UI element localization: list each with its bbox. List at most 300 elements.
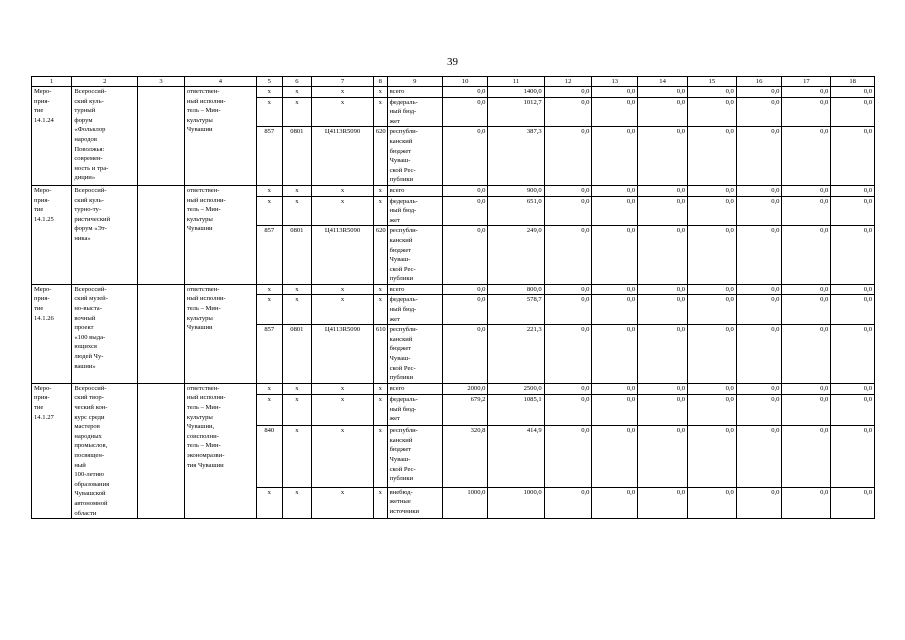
funding-value-year-16: 0,0 — [736, 196, 782, 226]
target-article-code: x — [312, 394, 374, 425]
measure-name-cell — [72, 185, 138, 284]
section-code: x — [282, 97, 312, 127]
grbs-code: 840 — [257, 426, 282, 488]
grbs-code: x — [257, 284, 282, 295]
funding-value-year-18: 0,0 — [831, 426, 875, 488]
funding-source-line: республи- — [389, 227, 418, 235]
measure-name-line: курс среди — [74, 413, 105, 421]
funding-source-cell — [387, 87, 442, 98]
funding-value-year-17: 0,0 — [782, 325, 831, 384]
measure-name-line: автономной — [74, 499, 108, 507]
funding-value-year-13: 0,0 — [592, 97, 638, 127]
measure-code-cell — [32, 87, 72, 186]
funding-value-year-14: 0,0 — [638, 97, 688, 127]
funding-value-year-10: 0,0 — [442, 97, 488, 127]
executor-line: тель – Мин- — [186, 305, 221, 313]
funding-value-year-13: 0,0 — [592, 325, 638, 384]
funding-value-year-18: 0,0 — [831, 127, 875, 186]
executor-cell — [184, 185, 256, 284]
section-code: x — [282, 394, 312, 425]
funding-value-year-16: 0,0 — [736, 325, 782, 384]
measure-code-cell — [32, 284, 72, 383]
funding-value-year-15: 0,0 — [688, 284, 737, 295]
grbs-code: x — [257, 196, 282, 226]
target-article-code: x — [312, 426, 374, 488]
column-number-4: 4 — [184, 77, 256, 87]
measure-code-line: тие — [34, 404, 44, 411]
measure-name-line: но-выста- — [74, 305, 102, 313]
funding-value-year-12: 0,0 — [544, 87, 592, 98]
funding-value-year-10: 1000,0 — [442, 487, 488, 518]
funding-value-year-12: 0,0 — [544, 284, 592, 295]
funding-value-year-10: 0,0 — [442, 295, 488, 325]
funding-value-year-12: 0,0 — [544, 426, 592, 488]
funding-value-year-18: 0,0 — [831, 487, 875, 518]
column-number-10: 10 — [442, 77, 488, 87]
executor-line: тия Чувашии — [186, 461, 224, 469]
funding-value-year-13: 0,0 — [592, 226, 638, 285]
funding-value-year-18: 0,0 — [831, 284, 875, 295]
funding-value-year-10: 2000,0 — [442, 383, 488, 394]
executor-line: ответствен- — [186, 384, 220, 392]
funding-value-year-17: 0,0 — [782, 185, 831, 196]
grbs-code: x — [257, 394, 282, 425]
funding-source-line: канский — [389, 236, 413, 244]
measure-code-line: тие — [34, 305, 44, 313]
funding-value-year-16: 0,0 — [736, 127, 782, 186]
funding-value-year-10: 0,0 — [442, 185, 488, 196]
section-code: x — [282, 383, 312, 394]
funding-value-year-17: 0,0 — [782, 383, 831, 394]
funding-source-line: всего — [389, 285, 405, 293]
funding-value-year-16: 0,0 — [736, 87, 782, 98]
executor-line: Чувашии — [186, 324, 213, 332]
funding-value-year-16: 0,0 — [736, 487, 782, 518]
funding-source-cell — [387, 196, 442, 226]
funding-value-year-10: 0,0 — [442, 87, 488, 98]
section-code: 0801 — [282, 127, 312, 186]
column-number-15: 15 — [688, 77, 737, 87]
measure-name-line: «Фольклор — [74, 126, 106, 134]
funding-source-line: ный бюд- — [389, 306, 417, 314]
funding-source-line: всего — [389, 186, 405, 194]
funding-value-year-13: 0,0 — [592, 185, 638, 196]
expense-type-code: x — [373, 295, 387, 325]
empty-column-3-cell — [138, 284, 185, 383]
expense-type-code: x — [373, 97, 387, 127]
section-code: x — [282, 185, 312, 196]
funding-source-cell — [387, 127, 442, 186]
funding-value-year-14: 0,0 — [638, 127, 688, 186]
funding-value-year-13: 0,0 — [592, 394, 638, 425]
funding-source-line: федераль- — [389, 395, 418, 403]
funding-value-year-18: 0,0 — [831, 226, 875, 285]
funding-value-year-16: 0,0 — [736, 394, 782, 425]
funding-value-year-15: 0,0 — [688, 127, 737, 186]
executor-cell — [184, 383, 256, 518]
funding-value-year-11: 651,0 — [488, 196, 544, 226]
funding-source-line: публики — [389, 176, 414, 184]
funding-value-year-18: 0,0 — [831, 394, 875, 425]
funding-value-year-14: 0,0 — [638, 383, 688, 394]
funding-source-cell — [387, 295, 442, 325]
funding-value-year-17: 0,0 — [782, 487, 831, 518]
executor-line: ный исполни- — [186, 394, 226, 402]
funding-source-line: всего — [389, 88, 405, 95]
executor-line: культуры — [186, 116, 213, 124]
measure-name-line: форум — [74, 116, 93, 124]
funding-source-line: федераль- — [389, 197, 418, 205]
executor-line: культуры — [186, 314, 213, 322]
funding-source-line: республи- — [389, 128, 418, 136]
column-number-18: 18 — [831, 77, 875, 87]
funding-source-cell — [387, 426, 442, 488]
measure-name-line: образования — [74, 480, 110, 488]
funding-source-line: внебюд- — [389, 488, 413, 496]
target-article-code: x — [312, 284, 374, 295]
funding-source-line: ской Рес- — [389, 465, 416, 473]
section-code: x — [282, 284, 312, 295]
funding-value-year-12: 0,0 — [544, 127, 592, 186]
funding-value-year-10: 0,0 — [442, 226, 488, 285]
measure-name-line: ность и тра- — [74, 164, 109, 172]
grbs-code: x — [257, 487, 282, 518]
funding-value-year-12: 0,0 — [544, 196, 592, 226]
funding-value-year-10: 0,0 — [442, 325, 488, 384]
funding-value-year-12: 0,0 — [544, 383, 592, 394]
funding-value-year-18: 0,0 — [831, 196, 875, 226]
measure-name-line: Всероссий- — [74, 88, 107, 95]
measure-name-line: ский музей- — [74, 295, 108, 303]
funding-source-line: канский — [389, 335, 413, 343]
measure-name-line: вашии» — [74, 362, 96, 370]
funding-value-year-12: 0,0 — [544, 97, 592, 127]
column-number-17: 17 — [782, 77, 831, 87]
target-article-code: Ц4113R5090 — [312, 127, 374, 186]
funding-source-line: федераль- — [389, 296, 418, 304]
measure-name-line: проект — [74, 324, 94, 332]
measure-code-line: Меро- — [34, 384, 52, 392]
section-code: x — [282, 87, 312, 98]
target-article-code: x — [312, 196, 374, 226]
funding-value-year-15: 0,0 — [688, 185, 737, 196]
funding-value-year-15: 0,0 — [688, 487, 737, 518]
funding-value-year-17: 0,0 — [782, 87, 831, 98]
funding-value-year-13: 0,0 — [592, 284, 638, 295]
funding-source-line: публики — [389, 374, 414, 382]
funding-value-year-12: 0,0 — [544, 226, 592, 285]
column-number-row — [32, 77, 875, 87]
measure-name-line: промыслов, — [74, 442, 108, 450]
funding-value-year-10: 0,0 — [442, 127, 488, 186]
executor-line: тель – Мин- — [186, 404, 221, 411]
measure-code-line: 14.1.27 — [34, 413, 54, 421]
funding-source-cell — [387, 97, 442, 127]
funding-value-year-14: 0,0 — [638, 426, 688, 488]
funding-source-cell — [387, 185, 442, 196]
expense-type-code: 610 — [373, 325, 387, 384]
funding-source-line: Чуваш- — [389, 256, 411, 264]
funding-value-year-16: 0,0 — [736, 226, 782, 285]
funding-source-line: всего — [389, 384, 405, 392]
funding-value-year-13: 0,0 — [592, 87, 638, 98]
funding-value-year-11: 1085,1 — [488, 394, 544, 425]
funding-value-year-13: 0,0 — [592, 295, 638, 325]
funding-value-year-17: 0,0 — [782, 226, 831, 285]
funding-value-year-13: 0,0 — [592, 196, 638, 226]
column-number-7: 7 — [312, 77, 374, 87]
column-number-2: 2 — [72, 77, 138, 87]
expense-type-code: x — [373, 394, 387, 425]
executor-line: соисполни- — [186, 432, 219, 440]
measure-name-line: ческий кон- — [74, 404, 108, 411]
executor-line: ный исполни- — [186, 196, 226, 204]
table-row — [32, 284, 875, 295]
column-number-6: 6 — [282, 77, 312, 87]
measure-code-cell — [32, 383, 72, 518]
funding-value-year-12: 0,0 — [544, 394, 592, 425]
expense-type-code: x — [373, 284, 387, 295]
measure-name-line: Всероссий- — [74, 285, 107, 293]
funding-source-line: ный бюд- — [389, 405, 417, 413]
measure-code-cell — [32, 185, 72, 284]
funding-source-line: ской Рес- — [389, 166, 416, 174]
funding-value-year-18: 0,0 — [831, 87, 875, 98]
expense-type-code: x — [373, 185, 387, 196]
expense-type-code: x — [373, 383, 387, 394]
target-article-code: x — [312, 185, 374, 196]
measure-name-line: мастеров — [74, 423, 100, 431]
funding-value-year-10: 320,8 — [442, 426, 488, 488]
executor-line: тель – Мин- — [186, 107, 221, 115]
table-row — [32, 87, 875, 98]
grbs-code: x — [257, 97, 282, 127]
funding-value-year-11: 900,0 — [488, 185, 544, 196]
measure-name-line: Всероссий- — [74, 186, 107, 194]
measure-name-line: ристический — [74, 215, 111, 223]
funding-value-year-10: 0,0 — [442, 284, 488, 295]
funding-value-year-14: 0,0 — [638, 226, 688, 285]
funding-value-year-15: 0,0 — [688, 325, 737, 384]
funding-value-year-11: 249,0 — [488, 226, 544, 285]
executor-line: тель – Мин- — [186, 206, 221, 214]
funding-value-year-14: 0,0 — [638, 185, 688, 196]
target-article-code: x — [312, 487, 374, 518]
expense-type-code: 620 — [373, 127, 387, 186]
measure-name-line: современ- — [74, 155, 103, 163]
funding-value-year-11: 387,3 — [488, 127, 544, 186]
expense-type-code: x — [373, 426, 387, 488]
funding-value-year-13: 0,0 — [592, 487, 638, 518]
funding-value-year-11: 1000,0 — [488, 487, 544, 518]
measure-name-line: ский куль- — [74, 196, 104, 204]
funding-value-year-15: 0,0 — [688, 87, 737, 98]
measure-code-line: прия- — [34, 394, 50, 402]
section-code: x — [282, 426, 312, 488]
section-code: x — [282, 487, 312, 518]
measure-code-line: тие — [34, 206, 44, 214]
funding-source-line: Чуваш- — [389, 355, 411, 363]
executor-line: ответствен- — [186, 88, 220, 95]
expense-type-code: x — [373, 487, 387, 518]
funding-value-year-13: 0,0 — [592, 426, 638, 488]
measure-name-line: вочный — [74, 314, 96, 322]
funding-value-year-11: 1400,0 — [488, 87, 544, 98]
target-article-code: x — [312, 383, 374, 394]
funding-value-year-10: 0,0 — [442, 196, 488, 226]
measure-name-line: турный — [74, 107, 96, 115]
executor-line: Чувашии — [186, 225, 213, 233]
funding-value-year-15: 0,0 — [688, 97, 737, 127]
funding-value-year-17: 0,0 — [782, 97, 831, 127]
funding-value-year-16: 0,0 — [736, 383, 782, 394]
funding-value-year-12: 0,0 — [544, 295, 592, 325]
measure-name-line: ский куль- — [74, 97, 104, 105]
expense-type-code: 620 — [373, 226, 387, 285]
measure-code-line: Меро- — [34, 285, 52, 293]
column-number-14: 14 — [638, 77, 688, 87]
measure-code-line: 14.1.26 — [34, 314, 54, 322]
empty-column-3-cell — [138, 87, 185, 186]
funding-value-year-16: 0,0 — [736, 295, 782, 325]
funding-source-line: публики — [389, 475, 414, 483]
measure-code-line: 14.1.25 — [34, 215, 54, 223]
executor-line: тель – Мин- — [186, 442, 221, 450]
table-row — [32, 383, 875, 394]
column-number-13: 13 — [592, 77, 638, 87]
page-number: 39 — [447, 56, 458, 68]
funding-value-year-11: 800,0 — [488, 284, 544, 295]
measure-name-line: Поволжья: — [74, 145, 105, 153]
column-number-3: 3 — [138, 77, 185, 87]
funding-value-year-10: 679,2 — [442, 394, 488, 425]
target-article-code: x — [312, 295, 374, 325]
executor-line: Чувашии — [186, 126, 213, 134]
executor-cell — [184, 87, 256, 186]
section-code: 0801 — [282, 226, 312, 285]
funding-value-year-11: 414,9 — [488, 426, 544, 488]
empty-column-3-cell — [138, 185, 185, 284]
funding-source-line: республи- — [389, 427, 418, 435]
funding-source-line: жет — [389, 117, 400, 125]
measure-name-cell — [72, 87, 138, 186]
executor-line: Чувашии, — [186, 423, 215, 431]
funding-value-year-14: 0,0 — [638, 325, 688, 384]
funding-value-year-17: 0,0 — [782, 394, 831, 425]
funding-source-cell — [387, 325, 442, 384]
funding-value-year-18: 0,0 — [831, 97, 875, 127]
table-row — [32, 185, 875, 196]
measure-name-line: «100 выда- — [74, 333, 106, 341]
column-number-9: 9 — [387, 77, 442, 87]
grbs-code: x — [257, 295, 282, 325]
funding-value-year-16: 0,0 — [736, 284, 782, 295]
funding-value-year-18: 0,0 — [831, 325, 875, 384]
funding-value-year-14: 0,0 — [638, 295, 688, 325]
section-code: x — [282, 196, 312, 226]
funding-source-line: ный бюд- — [389, 207, 417, 215]
budget-table — [31, 76, 875, 519]
measure-name-line: ный — [74, 461, 86, 469]
funding-source-line: источники — [389, 507, 420, 515]
funding-value-year-17: 0,0 — [782, 127, 831, 186]
funding-source-line: жет — [389, 216, 400, 224]
funding-value-year-16: 0,0 — [736, 426, 782, 488]
funding-source-cell — [387, 383, 442, 394]
measure-code-line: Меро- — [34, 88, 52, 95]
measure-name-cell — [72, 383, 138, 518]
funding-value-year-18: 0,0 — [831, 185, 875, 196]
column-number-11: 11 — [488, 77, 544, 87]
measure-name-line: ский твор- — [74, 394, 104, 402]
funding-value-year-18: 0,0 — [831, 383, 875, 394]
target-article-code: Ц4113R5090 — [312, 226, 374, 285]
grbs-code: x — [257, 383, 282, 394]
funding-source-line: бюджет — [389, 147, 412, 155]
executor-line: ный исполни- — [186, 97, 226, 105]
funding-value-year-15: 0,0 — [688, 426, 737, 488]
measure-name-cell — [72, 284, 138, 383]
target-article-code: x — [312, 87, 374, 98]
grbs-code: 857 — [257, 127, 282, 186]
funding-value-year-15: 0,0 — [688, 394, 737, 425]
measure-name-line: 100-летию — [74, 471, 104, 479]
funding-value-year-14: 0,0 — [638, 394, 688, 425]
measure-name-line: Чувашской — [74, 490, 106, 498]
funding-source-line: ской Рес- — [389, 364, 416, 372]
funding-value-year-14: 0,0 — [638, 196, 688, 226]
funding-value-year-18: 0,0 — [831, 295, 875, 325]
measure-name-line: диции» — [74, 174, 96, 182]
funding-source-line: бюджет — [389, 446, 412, 454]
funding-value-year-17: 0,0 — [782, 426, 831, 488]
measure-code-line: прия- — [34, 196, 50, 204]
column-number-5: 5 — [257, 77, 282, 87]
executor-line: культуры — [186, 413, 213, 421]
grbs-code: 857 — [257, 226, 282, 285]
expense-type-code: x — [373, 87, 387, 98]
expense-type-code: x — [373, 196, 387, 226]
measure-name-line: людей Чу- — [74, 353, 104, 361]
funding-value-year-14: 0,0 — [638, 284, 688, 295]
measure-name-line: народных — [74, 432, 102, 440]
funding-source-line: жетные — [389, 498, 411, 506]
measure-code-line: Меро- — [34, 186, 52, 194]
measure-name-line: ника» — [74, 234, 91, 242]
column-number-12: 12 — [544, 77, 592, 87]
funding-value-year-15: 0,0 — [688, 196, 737, 226]
measure-code-line: прия- — [34, 97, 50, 105]
funding-source-line: бюджет — [389, 345, 412, 353]
column-number-16: 16 — [736, 77, 782, 87]
funding-value-year-14: 0,0 — [638, 487, 688, 518]
executor-line: ответствен- — [186, 285, 220, 293]
funding-source-line: канский — [389, 436, 413, 444]
funding-value-year-11: 578,7 — [488, 295, 544, 325]
funding-value-year-15: 0,0 — [688, 383, 737, 394]
funding-value-year-11: 1012,7 — [488, 97, 544, 127]
measure-name-line: области — [74, 509, 97, 517]
funding-source-cell — [387, 487, 442, 518]
empty-column-3-cell — [138, 383, 185, 518]
funding-value-year-14: 0,0 — [638, 87, 688, 98]
funding-value-year-13: 0,0 — [592, 127, 638, 186]
funding-value-year-16: 0,0 — [736, 185, 782, 196]
target-article-code: x — [312, 97, 374, 127]
funding-value-year-11: 221,3 — [488, 325, 544, 384]
funding-source-line: федераль- — [389, 98, 418, 106]
executor-line: ный исполни- — [186, 295, 226, 303]
